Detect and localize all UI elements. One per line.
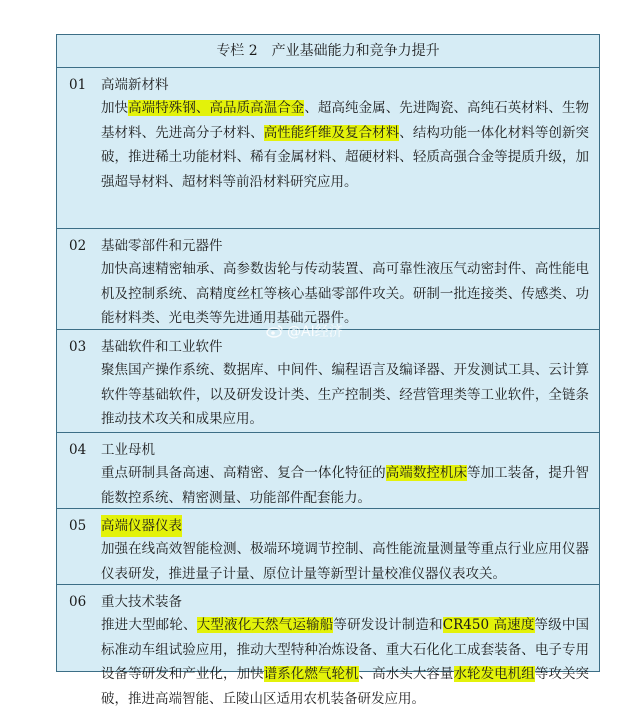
section-body <box>101 537 589 586</box>
column-panel <box>56 34 600 707</box>
body-text: 、高水头大容量 <box>358 666 454 682</box>
body-text: 加快高速精密轴承、高参数齿轮与传动装置、高可靠性液压气动密封件、高性能电机及控制系统、高精度丝杠等核心基础零部件攻关。研制一批连接类、传感类、功能材料类、光电类等先进通用基础元器件。 <box>101 261 589 326</box>
section-number: 04 <box>69 442 87 458</box>
section-05 <box>57 509 599 585</box>
body-text: 、超高纯金属、先进陶瓷、高纯石英材料、生物基材料、先进高分子材料、 <box>101 100 590 141</box>
section-title: 高端仪器仪表 <box>101 515 182 537</box>
section-body <box>101 96 589 194</box>
highlighted-text: 高端特殊钢、高品质高温合金 <box>128 100 305 116</box>
body-text: 等级中国标准动车组试验应用，推动大型特种冶炼设备、重大石化化工成套装备、电子专用设备等研发和产业化，加快 <box>101 617 590 682</box>
section-01 <box>57 68 599 229</box>
body-text: 、结构功能一体化材料等创新突破，推进稀土功能材料、稀有金属材料、超硬材料、轻质高强合金等提质升级，加强超导材料、超材料等前沿材料研究应用。 <box>101 124 590 190</box>
section-title: 基础零部件和元器件 <box>101 238 223 254</box>
highlighted-text: CR450 高速度 <box>442 617 535 633</box>
highlighted-text: 谱系化燃气轮机 <box>263 666 359 682</box>
section-06 <box>57 585 599 707</box>
section-title: 高端新材料 <box>101 77 169 93</box>
section-number: 01 <box>69 77 87 93</box>
highlighted-text: 大型液化天然气运输船 <box>196 617 334 633</box>
section-body <box>101 358 589 432</box>
section-number: 02 <box>69 238 87 254</box>
body-text: 等研发设计制造和 <box>333 617 443 633</box>
body-text: 等攻关突破，推进高端智能、丘陵山区适用农机装备研发应用。 <box>101 666 590 707</box>
section-title: 基础软件和工业软件 <box>101 339 223 355</box>
highlighted-text: 高性能纤维及复合材料 <box>263 124 400 141</box>
highlighted-text: 水轮发电机组 <box>453 666 535 682</box>
body-text: 重点研制具备高速、高精密、复合一体化特征的 <box>101 465 386 481</box>
watermark <box>266 321 343 341</box>
body-text: 推进大型邮轮、 <box>101 617 197 633</box>
section-body <box>101 461 589 510</box>
section-title: 重大技术装备 <box>101 594 182 610</box>
section-02 <box>57 229 599 330</box>
highlighted-text: 高端数控机床 <box>385 465 468 481</box>
watermark-text: @AI经济 <box>287 324 343 340</box>
section-title: 工业母机 <box>101 442 155 458</box>
section-number: 03 <box>69 339 87 355</box>
section-number: 05 <box>69 518 87 534</box>
section-body <box>101 613 589 711</box>
section-03 <box>57 330 599 433</box>
body-text: 加快 <box>101 100 129 116</box>
body-text: 等加工装备，提升智能数控系统、精密测量、功能部件配套能力。 <box>101 465 590 506</box>
section-body <box>101 257 589 331</box>
section-number: 06 <box>69 594 87 610</box>
weibo-logo-icon <box>266 324 284 338</box>
body-text: 加强在线高效智能检测、极端环境调节控制、高性能流量测量等重点行业应用仪器仪表研发，推进量子计量、原位计量等新型计量校准仪器仪表攻关。 <box>101 541 589 582</box>
section-04 <box>57 433 599 509</box>
body-text: 聚焦国产操作系统、数据库、中间件、编程语言及编译器、开发测试工具、云计算软件等基础软件，以及研发设计类、生产控制类、经营管理类等工业软件，全链条推动技术攻关和成果应用。 <box>101 362 589 427</box>
column-title: 专栏 2 产业基础能力和竞争力提升 <box>57 35 599 68</box>
